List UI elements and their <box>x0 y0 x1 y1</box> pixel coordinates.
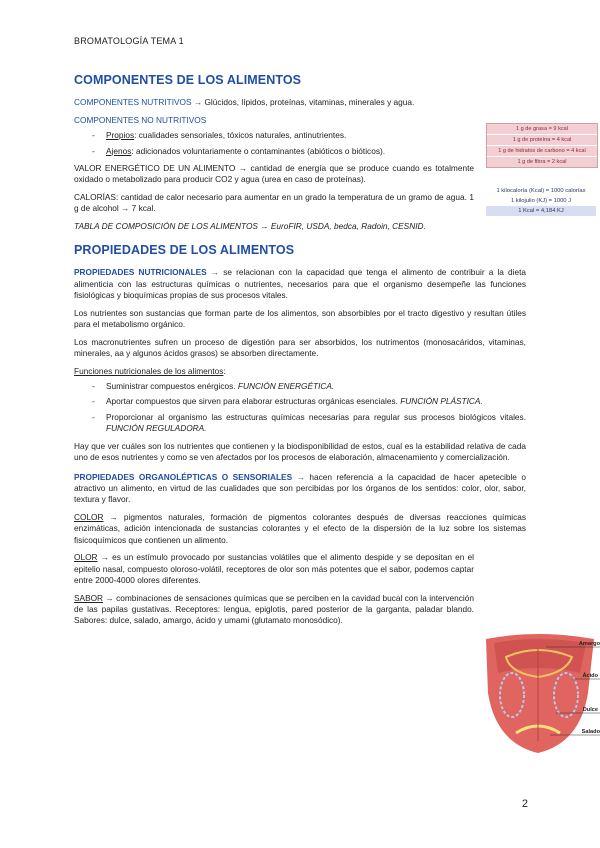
nutritivos-label: COMPONENTES NUTRITIVOS → <box>74 97 203 108</box>
nutricionales-label: PROPIEDADES NUTRICIONALES → <box>74 267 220 278</box>
list-item: - Aportar compuestos que sirven para elaborar estructuras orgánicas esenciales. FUNCIÓN PLÁSTICA. <box>92 396 526 407</box>
organo-label: PROPIEDADES ORGANOLÉPTICAS O SENSORIALES → <box>74 471 305 482</box>
energy-units-table <box>486 186 596 216</box>
sabor-label: SABOR <box>74 592 104 603</box>
tongue-label-amargo: Amargo <box>578 641 600 647</box>
sabor-paragraph <box>74 593 474 627</box>
funciones-heading: Funciones nutricionales de los alimentos: <box>74 365 226 376</box>
tongue-label-dulce: Dulce <box>582 707 598 713</box>
tabla-composicion: TABLA DE COMPOSICIÓN DE LOS ALIMENTOS → EuroFIR, USDA, bedca, Radoin, CESNID. <box>74 220 426 231</box>
list-item: - Ajenos: adicionados voluntariamente o contaminantes (abióticos o bióticos). <box>92 146 504 157</box>
calorias <box>74 192 474 215</box>
no-nutritivos-list <box>92 130 504 157</box>
nutrientes-paragraph: Los nutrientes son sustancias que forman parte de los alimentos, son absorbibles por el tracto digestivo y resultan útiles para el metabolismo orgánico. <box>74 307 526 330</box>
list-item: - Suministrar compuestos enérgicos. FUNCIÓN ENERGÉTICA. <box>92 381 526 392</box>
olor-paragraph <box>74 552 474 586</box>
color-paragraph <box>74 512 526 546</box>
color-label: COLOR <box>74 511 104 522</box>
valor-text: cantidad de energía que se produce cuando es totalmente oxidado o metabolizado para producir CO2 y agua (urea en caso de proteínas). <box>74 163 474 185</box>
sabor-text: → combinaciones de sensaciones químicas que se perciben en la cavidad bucal con la intervención de las papilas gustativas. Receptores: lengua, epiglotis, pared posterior de la garganta, paladar blando. Sabores: dulce, salado, amargo, ácido y umami (glutamato monosódico). <box>74 592 474 626</box>
no-nutritivos-label: COMPONENTES NO NUTRITIVOS <box>74 114 207 125</box>
page-header: BROMATOLOGÍA TEMA 1 <box>74 36 184 46</box>
macronutrient-energy-table <box>486 123 598 168</box>
list-item: - Propios: cualidades sensoriales, tóxicos naturales, antinutrientes. <box>92 130 504 141</box>
table-row: 1 g de proteína = 4 kcal <box>487 135 597 146</box>
table-row: 1 g de fibra = 2 kcal <box>487 157 597 167</box>
color-text: → pigmentos naturales, formación de pigmentos colorantes después de diversas reacciones químicas enzimáticas, adición intencionada de sustancias colorantes y el efecto de la dispersión de la luz sobre los sistemas fisicoquímicos que contienen un alimento. <box>74 511 526 545</box>
biodisponibilidad-paragraph: Hay que ver cuáles son los nutrientes que contienen y la biodisponibilidad de estos, cual es la estabilidad relativa de cada uno de esos nutrientes y como se ven afectados por los procesos de elaboración, almacenamiento y comercialización. <box>74 440 526 463</box>
table-row: 1 kilojulio (KJ) = 1000 J <box>510 198 572 204</box>
olor-text: → es un estímulo provocado por sustancias volátiles que el alimento despide y se depositan en el epitelio nasal, compuesto oloroso-volátil, receptores de olor son más potentes que el sabor, podemos captar entre 2000-4000 olores diferentes. <box>74 552 474 586</box>
macronutrientes-paragraph: Los macronutrientes sufren un proceso de digestión para ser absorbidos, los nutrimentos (monosacáridos, vitaminas, minerales, aa y algunos ácidos grasos) se absorben directamente. <box>74 336 526 359</box>
page-number: 2 <box>521 798 528 810</box>
tongue-label-acido: Ácido <box>582 673 598 679</box>
tongue-label-salado: Salado <box>581 729 600 735</box>
table-row: 1 g de hidratos de carbono = 4 kcal <box>487 146 597 157</box>
organo-text: hacen referencia a la capacidad de hacer apetecible o atractivo un alimento, en virtud de las cualidades que son percibidas por los órganos de los sentidos: color, olor, sabor, textura y flavor. <box>74 471 526 505</box>
componentes-nutritivos <box>74 97 504 108</box>
nutritivos-text: Glúcidos, lípidos, proteínas, vitaminas, minerales y agua. <box>202 97 415 108</box>
section-title-componentes: COMPONENTES DE LOS ALIMENTOS <box>74 73 302 87</box>
document-body <box>74 72 526 633</box>
table-row: 1 g de grasa = 9 kcal <box>487 124 597 135</box>
calorias-label: CALORÍAS <box>74 191 116 202</box>
table-row: 1 Kcal = 4,184 KJ <box>486 206 596 216</box>
calorias-text: : cantidad de calor necesario para aumentar en un grado la temperatura de un gramo de agua. 1 g de alcohol → 7 kcal. <box>74 191 474 214</box>
tongue-illustration <box>476 633 600 755</box>
nutricionales-text: se relacionan con la capacidad que tenga el alimento de contribuir a la dieta alimenticia con las estructuras químicas o nutrientes, necesarios para que el organismo desempeñe las funciones fisiológicas y bioquímicas propias de sus procesos vitales. <box>74 267 526 301</box>
valor-label: VALOR ENERGÉTICO DE UN ALIMENTO → <box>74 163 248 173</box>
table-row: 1 kilocaloría (Kcal) = 1000 calorías <box>496 188 586 194</box>
list-item: - Proporcionar al organismo las estructuras químicas necesarias para regular sus procesos biológicos vitales. FUNCIÓN REGULADORA. <box>92 412 526 435</box>
section-title-propiedades: PROPIEDADES DE LOS ALIMENTOS <box>74 243 295 258</box>
funciones-list <box>92 381 526 435</box>
propiedades-organolepticas <box>74 472 526 506</box>
valor-energetico <box>74 163 474 186</box>
olor-label: OLOR <box>74 552 98 563</box>
tongue-taste-map <box>476 633 600 755</box>
propiedades-nutricionales <box>74 267 526 301</box>
